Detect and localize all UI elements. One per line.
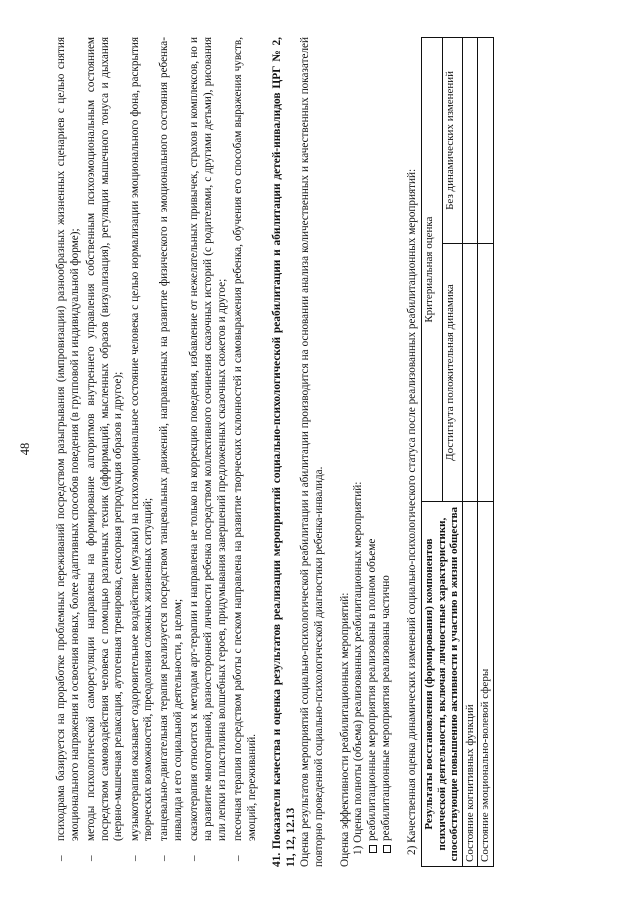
table-cell — [462, 38, 478, 244]
list-item: – танцевально-двигательная терапия реализуется посредством танцевальных движений, направленных на развитие физического и эмоционального состояния ребенка-инвалида и его социальной деятельности, в целом; — [158, 37, 185, 867]
methods-list — [55, 37, 259, 867]
list-item: – психодрама базируется на проработке проблемных переживаний посредством разыгрывания (импровизации) разнообразных жизненных сценариев с целью снятия эмоционального напряжения и освоения новых, более адаптивных способов поведения (в групповой и индивидуальной форме); — [55, 37, 82, 867]
table-header-criteria: Критериальная оценка — [422, 38, 442, 502]
list-item: – методы психологической саморегуляции направлены на формирование алгоритмов внутреннего управления собственным психоэмоциональным состоянием посредством самовоздействия человека с помощью различных техник (аффирмаций, мысленных образов (визуализация), регуляции мышечного тонуса и дыхания (нервно-мышечная релаксация, аутогенная тренировка, сенсорная репродукция образов и другое); — [85, 37, 126, 867]
table-row — [462, 38, 478, 867]
table-cell — [462, 243, 478, 501]
checkbox-option-partial: реабилитационные мероприятия реализованы частично — [380, 37, 394, 867]
table-row — [478, 38, 494, 867]
table-header-positive: Достигнута положительная динамика — [442, 243, 462, 501]
list-item: – музыкотерапия оказывает оздоровительное воздействие (музыки) на психоэмоциональное состояние человека с целью нормализации эмоционального фона, раскрытия творческих возможностей, преодоления сложных жизненных ситуаций; — [129, 37, 156, 867]
page-content — [55, 37, 494, 867]
table-header-no-change: Без динамических изменений — [442, 38, 462, 244]
list-item: – песочная терапия посредством работы с песком направлена на развитие творческих склонностей и самовыражения ребенка, обучения его способам выражения чувств, эмоций, переживаний. — [232, 37, 259, 867]
table-cell — [478, 38, 494, 244]
item-1: 1) Оценка полноты (объема) реализованных реабилитационных мероприятий: — [352, 481, 365, 855]
table-cell: Состояние эмоционально-волевой сферы — [478, 502, 494, 867]
section-paragraph: Оценка результатов мероприятий социально-психологической реабилитации и абилитации производится на основании анализа количественных и качественных показателей повторно проведенной социально-психологической диагностики ребенка-инвалида. — [299, 37, 326, 867]
checkbox-option-full: реабилитационные мероприятия реализованы в полном объеме — [366, 37, 380, 867]
item-2: 2) Качественная оценка динамических изменений социально-психологического статуса после реализованных реабилитационных мероприятий: — [405, 168, 418, 855]
list-item: – сказкотерапия относится к методам арт-терапии и направлена не только на коррекцию поведения, избавление от нежелательных привычек, страхов и комплексов, но и на развитие многогранной, разносторонней личности ребенка посредством коллективного сочинения сказочных историй (с родителями, с другими детьми), рисования или лепки из пластилина волшебных героев, придумывания завершений предложенных сказочных сюжетов и другое; — [188, 37, 229, 867]
table-cell: Состояние когнитивных функций — [462, 502, 478, 867]
page-number: 48 — [18, 442, 32, 456]
assessment-table — [421, 37, 494, 867]
section-heading: 41. Показатели качества и оценка результатов реализации мероприятий социально-психологической реабилитации и абилитации детей-инвалидов ЦРГ № 2, 11, 12, 12.13 — [271, 37, 298, 867]
efficiency-intro: Оценка эффективности реабилитационных мероприятий: — [338, 592, 351, 867]
table-header-results: Результаты восстановления (формирования) компонентов психической деятельности, включая личностные характеристики, способствующие повышению активности и участию в жизни общества — [422, 502, 463, 867]
table-cell — [478, 243, 494, 501]
